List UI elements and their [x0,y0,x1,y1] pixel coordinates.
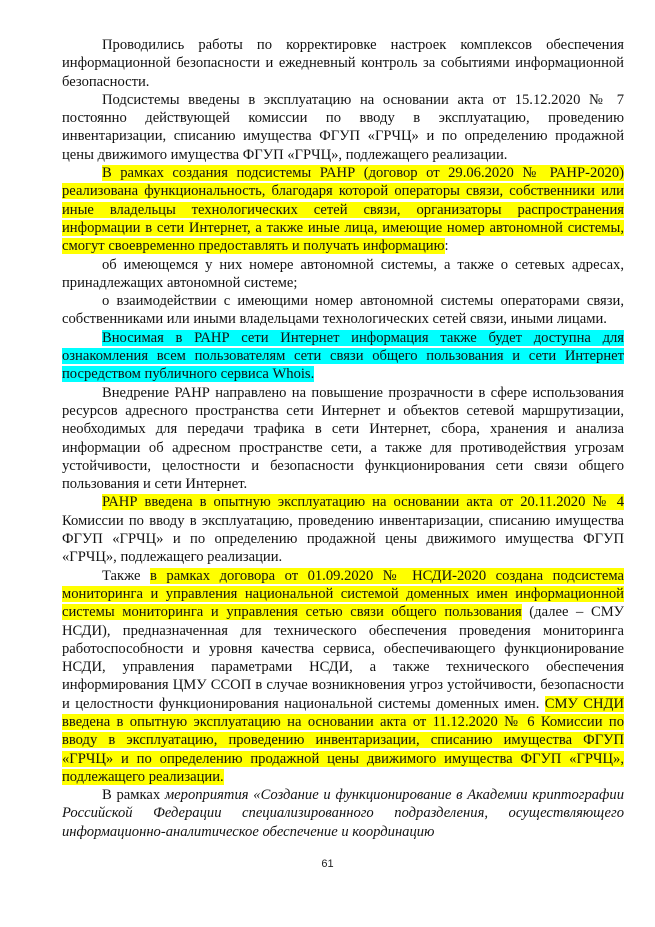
highlight-yellow: в рамках договора от 01.09.2020 № НСДИ-2020 создана подсистема мониторинга и управления национальной системой доменных имен информационной системы мониторинга и управления сетью связи общего пользования [62,567,624,621]
paragraph-10 [62,786,624,841]
paragraph-9-mid: (далее – СМУ НСДИ), предназначенная для технического обеспечения проведения мониторинга работоспособности и уровня качества сервиса, обеспечивающего функционирование НСДИ, управления параметрами НСДИ, а также технического обеспечения информирования ЦМУ ССОП в случае возникновения угроз устойчивости, безопасности и целостности функционирования национальной системы доменных имен. [62,604,624,712]
document-page [62,36,624,841]
paragraph-3 [62,164,624,255]
paragraph-2: Подсистемы введены в эксплуатацию на основании акта от 15.12.2020 № 7 постоянно действующей комиссии по вводу в эксплуатацию, проведению инвентаризации, списанию имущества ФГУП «ГРЧЦ» и по определению продажной цены движимого имущества ФГУП «ГРЧЦ», подлежащего реализации. [62,91,624,163]
paragraph-8-tail: Комиссии по вводу в эксплуатацию, проведению инвентаризации, списанию имущества ФГУП «ГРЧЦ» и по определению продажной цены движимого имущества ФГУП «ГРЧЦ», подлежащего реализации. [62,512,624,566]
page-number: 61 [321,858,334,870]
paragraph-9-head: Также [102,567,150,584]
paragraph-8 [62,493,624,566]
paragraph-3-tail: : [444,238,449,255]
highlight-cyan: Вносимая в РАНР сети Интернет информация также будет доступна для ознакомления всем пользователям сети связи общего пользования и сети Интернет посредством публичного сервиса Whois. [62,329,624,383]
highlight-yellow: РАНР введена в опытную эксплуатацию на основании акта от 20.11.2020 № 4 [102,494,624,511]
paragraph-7: Внедрение РАНР направлено на повышение прозрачности в сфере использования ресурсов адресного пространства сети Интернет и объектов сетевой маршрутизации, необходимых для передачи трафика в сети Интернет, сбора, хранения и анализа информации об адресном пространстве сети, а также для противодействия угрозам устойчивости, целостности и безопасности функционирования сети связи общего пользования и сети Интернет. [62,384,624,493]
paragraph-5: о взаимодействии с имеющими номер автономной системы операторами связи, собственниками или иными владельцами технологических сетей связи, иными лицами. [62,293,624,328]
paragraph-10-italic: мероприятия «Создание и функционирование в Академии криптографии Российской Федерации специализированного подразделения, осуществляющего информационно-аналитическое обеспечение и координацию [62,787,625,840]
paragraph-6 [62,329,624,384]
paragraph-4: об имеющемся у них номере автономной системы, а также о сетевых адресах, принадлежащих автономной системе; [62,256,624,291]
paragraph-9 [62,567,624,787]
highlight-yellow: В рамках создания подсистемы РАНР (договор от 29.06.2020 № РАНР-2020) реализована функциональность, благодаря которой операторы связи, собственники или иные владельцы технологических сетей связи, организаторы распространения информации в сети Интернет, а также иные лица, имеющие номер автономной системы, смогут своевременно предоставлять и получать информацию [62,165,624,255]
highlight-yellow: СМУ СНДИ введена в опытную эксплуатацию на основании акта от 11.12.2020 № 6 Комиссии по вводу в эксплуатацию, проведению инвентаризации, списанию имущества ФГУП «ГРЧЦ» и по определению продажной цены движимого имущества ФГУП «ГРЧЦ», подлежащего реализации. [62,695,624,785]
paragraph-1: Проводились работы по корректировке настроек комплексов обеспечения информационной безопасности и ежедневный контроль за событиями информационной безопасности. [62,37,624,90]
paragraph-10-head: В рамках [102,787,165,804]
